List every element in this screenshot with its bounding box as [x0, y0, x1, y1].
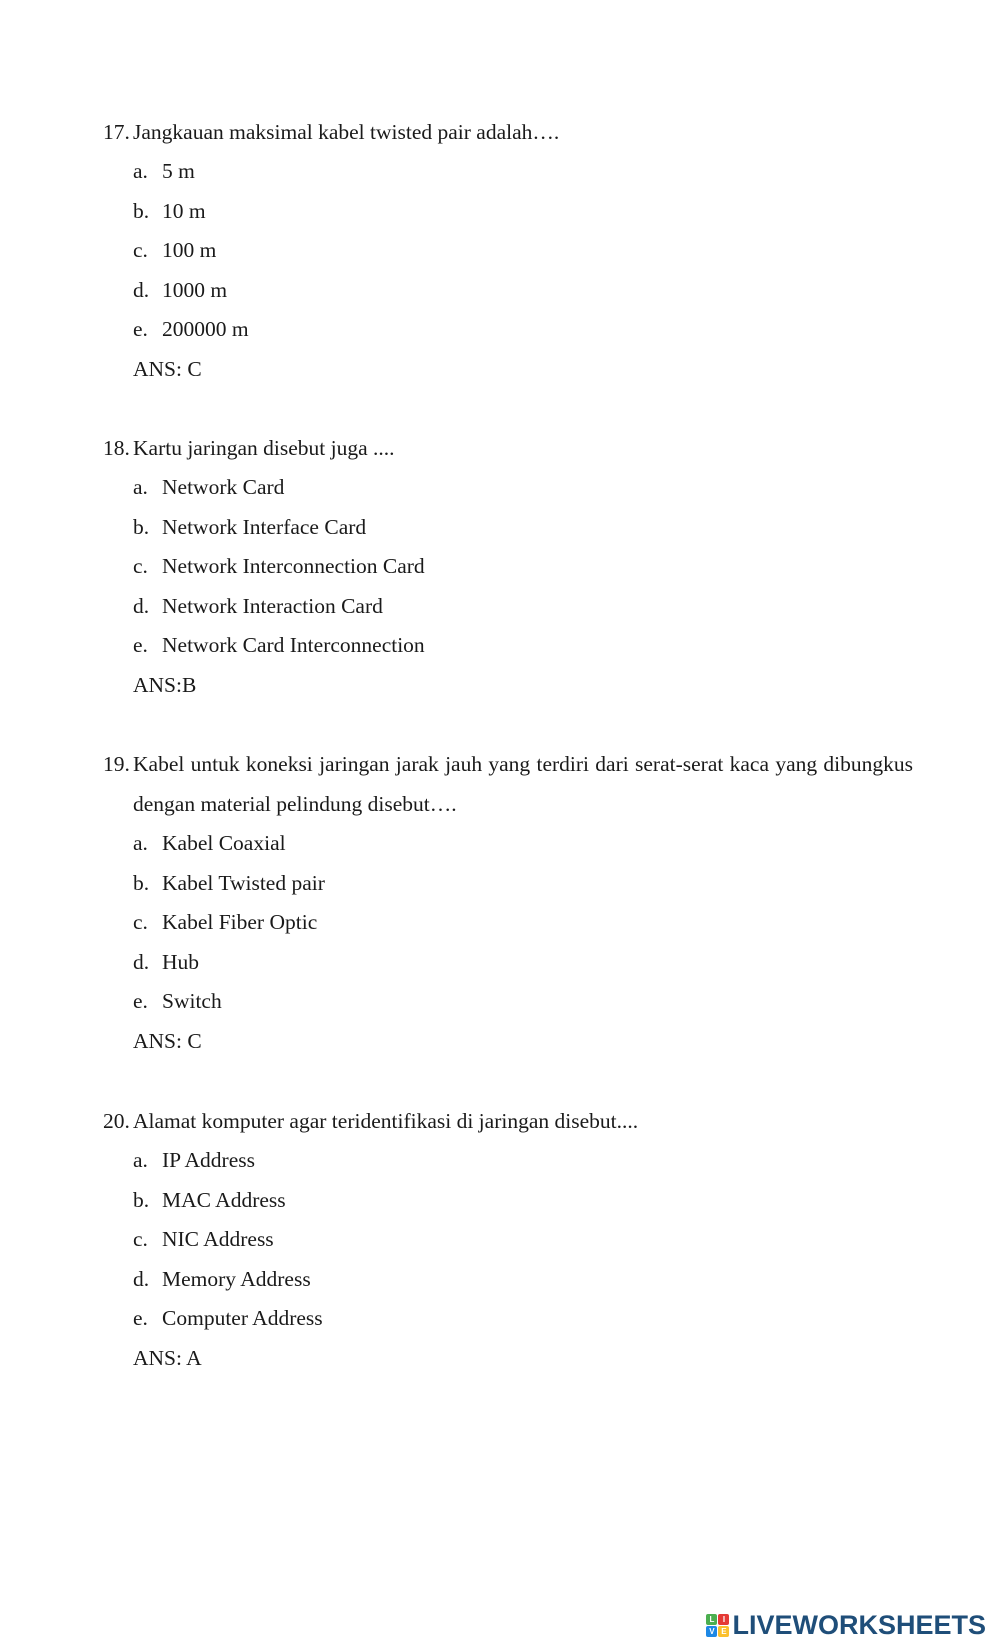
option-e: e. 200000 m	[133, 310, 913, 350]
question-stem	[103, 744, 913, 824]
question-19	[103, 744, 913, 1061]
option-e: e. Computer Address	[133, 1299, 913, 1339]
option-a: a. 5 m	[133, 152, 913, 192]
option-text: Kabel Twisted pair	[162, 870, 325, 895]
question-text: Jangkauan maksimal kabel twisted pair adalah….	[133, 120, 560, 144]
option-text: 200000 m	[162, 317, 249, 341]
option-text: Network Card	[162, 475, 285, 499]
option-text: 10 m	[162, 198, 206, 223]
logo-tile: L	[706, 1614, 717, 1625]
option-text: Network Interconnection Card	[162, 554, 425, 578]
logo-tile: I	[718, 1614, 729, 1625]
question-number: 20.	[103, 1109, 130, 1133]
option-text: Hub	[162, 949, 200, 974]
option-text: 100 m	[162, 238, 217, 262]
option-text: Network Interface Card	[162, 514, 367, 539]
question-text: Kabel untuk koneksi jaringan jarak jauh yang terdiri dari serat-serat kaca yang dibungkus dengan material pelindung disebut….	[133, 752, 913, 816]
liveworksheets-logo	[706, 1610, 986, 1641]
question-20	[103, 1101, 913, 1378]
answer-key: ANS:B	[133, 672, 197, 697]
option-a: a. Network Card	[133, 468, 913, 508]
option-a: a. Kabel Coaxial	[133, 824, 913, 864]
option-text: Computer Address	[162, 1306, 323, 1330]
option-text: IP Address	[162, 1148, 255, 1172]
option-text: Network Interaction Card	[162, 593, 383, 618]
question-stem	[103, 428, 913, 468]
logo-tile: V	[706, 1626, 717, 1637]
option-d: d. Hub	[133, 943, 913, 983]
logo-tile: E	[718, 1626, 729, 1637]
option-text: Memory Address	[162, 1266, 311, 1291]
option-text: MAC Address	[162, 1187, 286, 1212]
question-number: 19.	[103, 752, 130, 776]
question-text: Kartu jaringan disebut juga ....	[133, 436, 395, 460]
option-text: Network Card Interconnection	[162, 633, 425, 657]
question-stem	[103, 112, 913, 152]
option-b: b. 10 m	[133, 192, 913, 232]
question-18	[103, 428, 913, 705]
option-c: c. Kabel Fiber Optic	[133, 903, 913, 943]
option-text: Kabel Fiber Optic	[162, 910, 318, 934]
option-d: d. 1000 m	[133, 271, 913, 311]
logo-grid-icon	[706, 1614, 729, 1637]
logo-text: LIVEWORKSHEETS	[732, 1610, 986, 1640]
option-a: a. IP Address	[133, 1141, 913, 1181]
question-number: 18.	[103, 436, 130, 460]
answer-key: ANS: C	[133, 1028, 202, 1053]
option-d: d. Network Interaction Card	[133, 587, 913, 627]
answer-key: ANS: C	[133, 356, 202, 381]
option-d: d. Memory Address	[133, 1260, 913, 1300]
option-e: e. Switch	[133, 982, 913, 1022]
answer-key: ANS: A	[133, 1345, 202, 1370]
option-text: Kabel Coaxial	[162, 831, 286, 855]
option-c: c. 100 m	[133, 231, 913, 271]
option-c: c. Network Interconnection Card	[133, 547, 913, 587]
option-c: c. NIC Address	[133, 1220, 913, 1260]
question-number: 17.	[103, 120, 130, 144]
option-text: 1000 m	[162, 277, 228, 302]
question-text: Alamat komputer agar teridentifikasi di jaringan disebut....	[133, 1109, 639, 1133]
question-17	[103, 112, 913, 389]
option-b: b. Kabel Twisted pair	[133, 864, 913, 904]
question-stem	[103, 1101, 913, 1141]
option-e: e. Network Card Interconnection	[133, 626, 913, 666]
option-text: 5 m	[162, 159, 195, 183]
option-text: Switch	[162, 989, 222, 1013]
option-text: NIC Address	[162, 1227, 274, 1251]
option-b: b. Network Interface Card	[133, 508, 913, 548]
option-b: b. MAC Address	[133, 1181, 913, 1221]
